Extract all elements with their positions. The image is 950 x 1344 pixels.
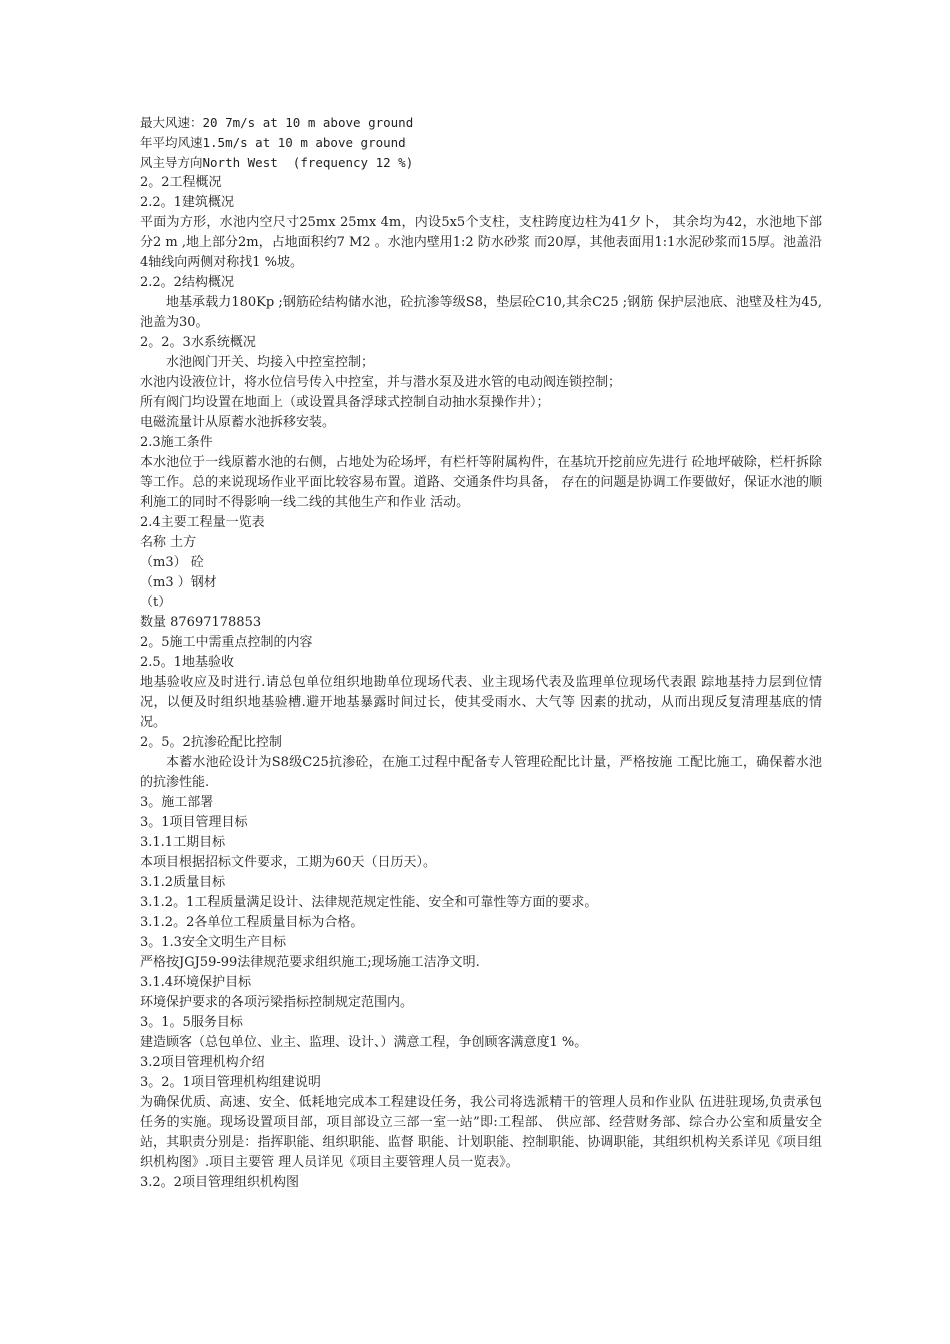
- text-line: 3。1项目管理目标: [140, 815, 248, 830]
- text-line: 3。1.3安全文明生产目标: [140, 935, 286, 950]
- text-line: 本水池位于一线原蓄水池的右侧，占地处为砼场坪，有栏杆等附属构件，在基坑开挖前应先进行 砼地坪破除，栏杆拆除等工作。总的来说现场作业平面比较容易布置。道路、交通条件均具备， 存在的问题是协调工作要做好，保证水池的顺利施工的同时不得影响一线二线的其他生产和作业 活动。: [140, 455, 822, 510]
- text-line: （t）: [140, 595, 172, 610]
- text-line: 2。2。3水系统概况: [140, 335, 256, 350]
- text-line: （m3 ）钢材: [140, 575, 217, 590]
- text-line: 3.1.2质量目标: [140, 875, 226, 890]
- text-line: 3.1.2。2各单位工程质量目标为合格。: [140, 915, 364, 930]
- text-line: 3.1.4环境保护目标: [140, 975, 252, 990]
- text-line: 平面为方形，水池内空尺寸25mx 25mx 4m，内设5x5个支柱，支柱跨度边柱为41夕卜， 其余均为42，水池地下部分2 m ,地上部分2m，占地面积约7 M2 。水池内壁用1:2 防水砂浆 而20厚，其他表面用1:1水泥砂浆而15厚。池盖沿4轴线向两侧对称找1 %坡。: [140, 215, 822, 270]
- text-line: 地基承载力180Kp ;钢筋砼结构储水池，砼抗渗等级S8，垫层砼C10,其余C25 ;钢筋 保护层池底、池壁及柱为45,池盖为30。: [140, 295, 822, 330]
- text-line: 2.2。2结构概况: [140, 275, 234, 290]
- document-body: [140, 113, 822, 1193]
- text-line: 名称 土方: [140, 535, 197, 550]
- text-line: 3.2项目管理机构介绍: [140, 1055, 265, 1070]
- text-line: 电磁流量计从原蓄水池拆移安装。: [140, 415, 336, 430]
- text-line: 风主导方向North West (frequency 12 %): [140, 155, 414, 170]
- text-line: 本蓄水池砼设计为S8级C25抗渗砼，在施工过程中配备专人管理砼配比计量，严格按施 工配比施工，确保蓄水池的抗渗性能.: [140, 755, 822, 790]
- text-line: 3.2。2项目管理组织机构图: [140, 1175, 299, 1190]
- text-line: 建造顾客（总包单位、业主、监理、设计、）满意工程，争创顾客满意度1 %。: [140, 1035, 588, 1050]
- text-line: 环境保护要求的各项污梁指标控制规定范围内。: [140, 995, 414, 1010]
- text-line: 2.5。1地基验收: [140, 655, 234, 670]
- text-line: 2。5施工中需重点控制的内容: [140, 635, 313, 650]
- text-line: 2.4主要工程量一览表: [140, 515, 265, 530]
- text-line: 2。2工程概况: [140, 175, 222, 190]
- text-line: 年平均风速1.5m/s at 10 m above ground: [140, 135, 406, 150]
- text-line: 数量 87697178853: [140, 615, 262, 630]
- text-line: 地基验收应及时进行.请总包单位组织地勘单位现场代表、业主现场代表及监理单位现场代表跟 踪地基持力层到位情况，以便及时组织地基验槽.避开地基暴露时间过长，使其受雨水、大气等 因素的扰动，从而出现反复清理基底的情况。: [140, 675, 822, 730]
- text-line: （m3） 砼: [140, 555, 204, 570]
- text-line: 最大风速：20 7m/s at 10 m above ground: [140, 115, 414, 130]
- text-line: 本项目根据招标文件要求，工期为60天（日历天）。: [140, 855, 437, 870]
- text-line: 3.1.1工期目标: [140, 835, 226, 850]
- text-line: 水池内设液位计，将水位信号传入中控室，并与潜水泵及进水管的电动阀连锁控制；: [140, 375, 622, 390]
- text-line: 3。1。5服务目标: [140, 1015, 243, 1030]
- text-line: 为确保优质、高速、安全、低耗地完成本工程建设任务，我公司将选派精干的管理人员和作业队 伍进驻现场,负责承包任务的实施。现场设置项目部，项目部设立三部一室一站”即:工程部、 供应部、经营财务部、综合办公室和质量安全站，其职责分别是：指挥职能、组织职能、监督 职能、计划职能、控制职能、协调职能，其组织机构关系详见《项目组织机构图》.项目主要管 理人员详见《项目主要管理人员一览表》。: [140, 1095, 822, 1170]
- text-line: 严格按JGJ59-99法律规范要求组织施工;现场施工洁净文明.: [140, 955, 480, 970]
- text-line: 2。5。2抗渗砼配比控制: [140, 735, 282, 750]
- text-line: 3。2。1项目管理机构组建说明: [140, 1075, 321, 1090]
- text-line: 2.3施工条件: [140, 435, 213, 450]
- text-line: 2.2。1建筑概况: [140, 195, 234, 210]
- text-line: 3.1.2。1工程质量满足设计、法律规范规定性能、安全和可靠性等方面的要求。: [140, 895, 598, 910]
- text-line: 水池阀门开关、均接入中控室控制；: [166, 355, 375, 370]
- text-line: 3。施工部署: [140, 795, 214, 810]
- text-line: 所有阀门均设置在地面上（或设置具备浮球式控制自动抽水泵操作井）；: [140, 395, 550, 410]
